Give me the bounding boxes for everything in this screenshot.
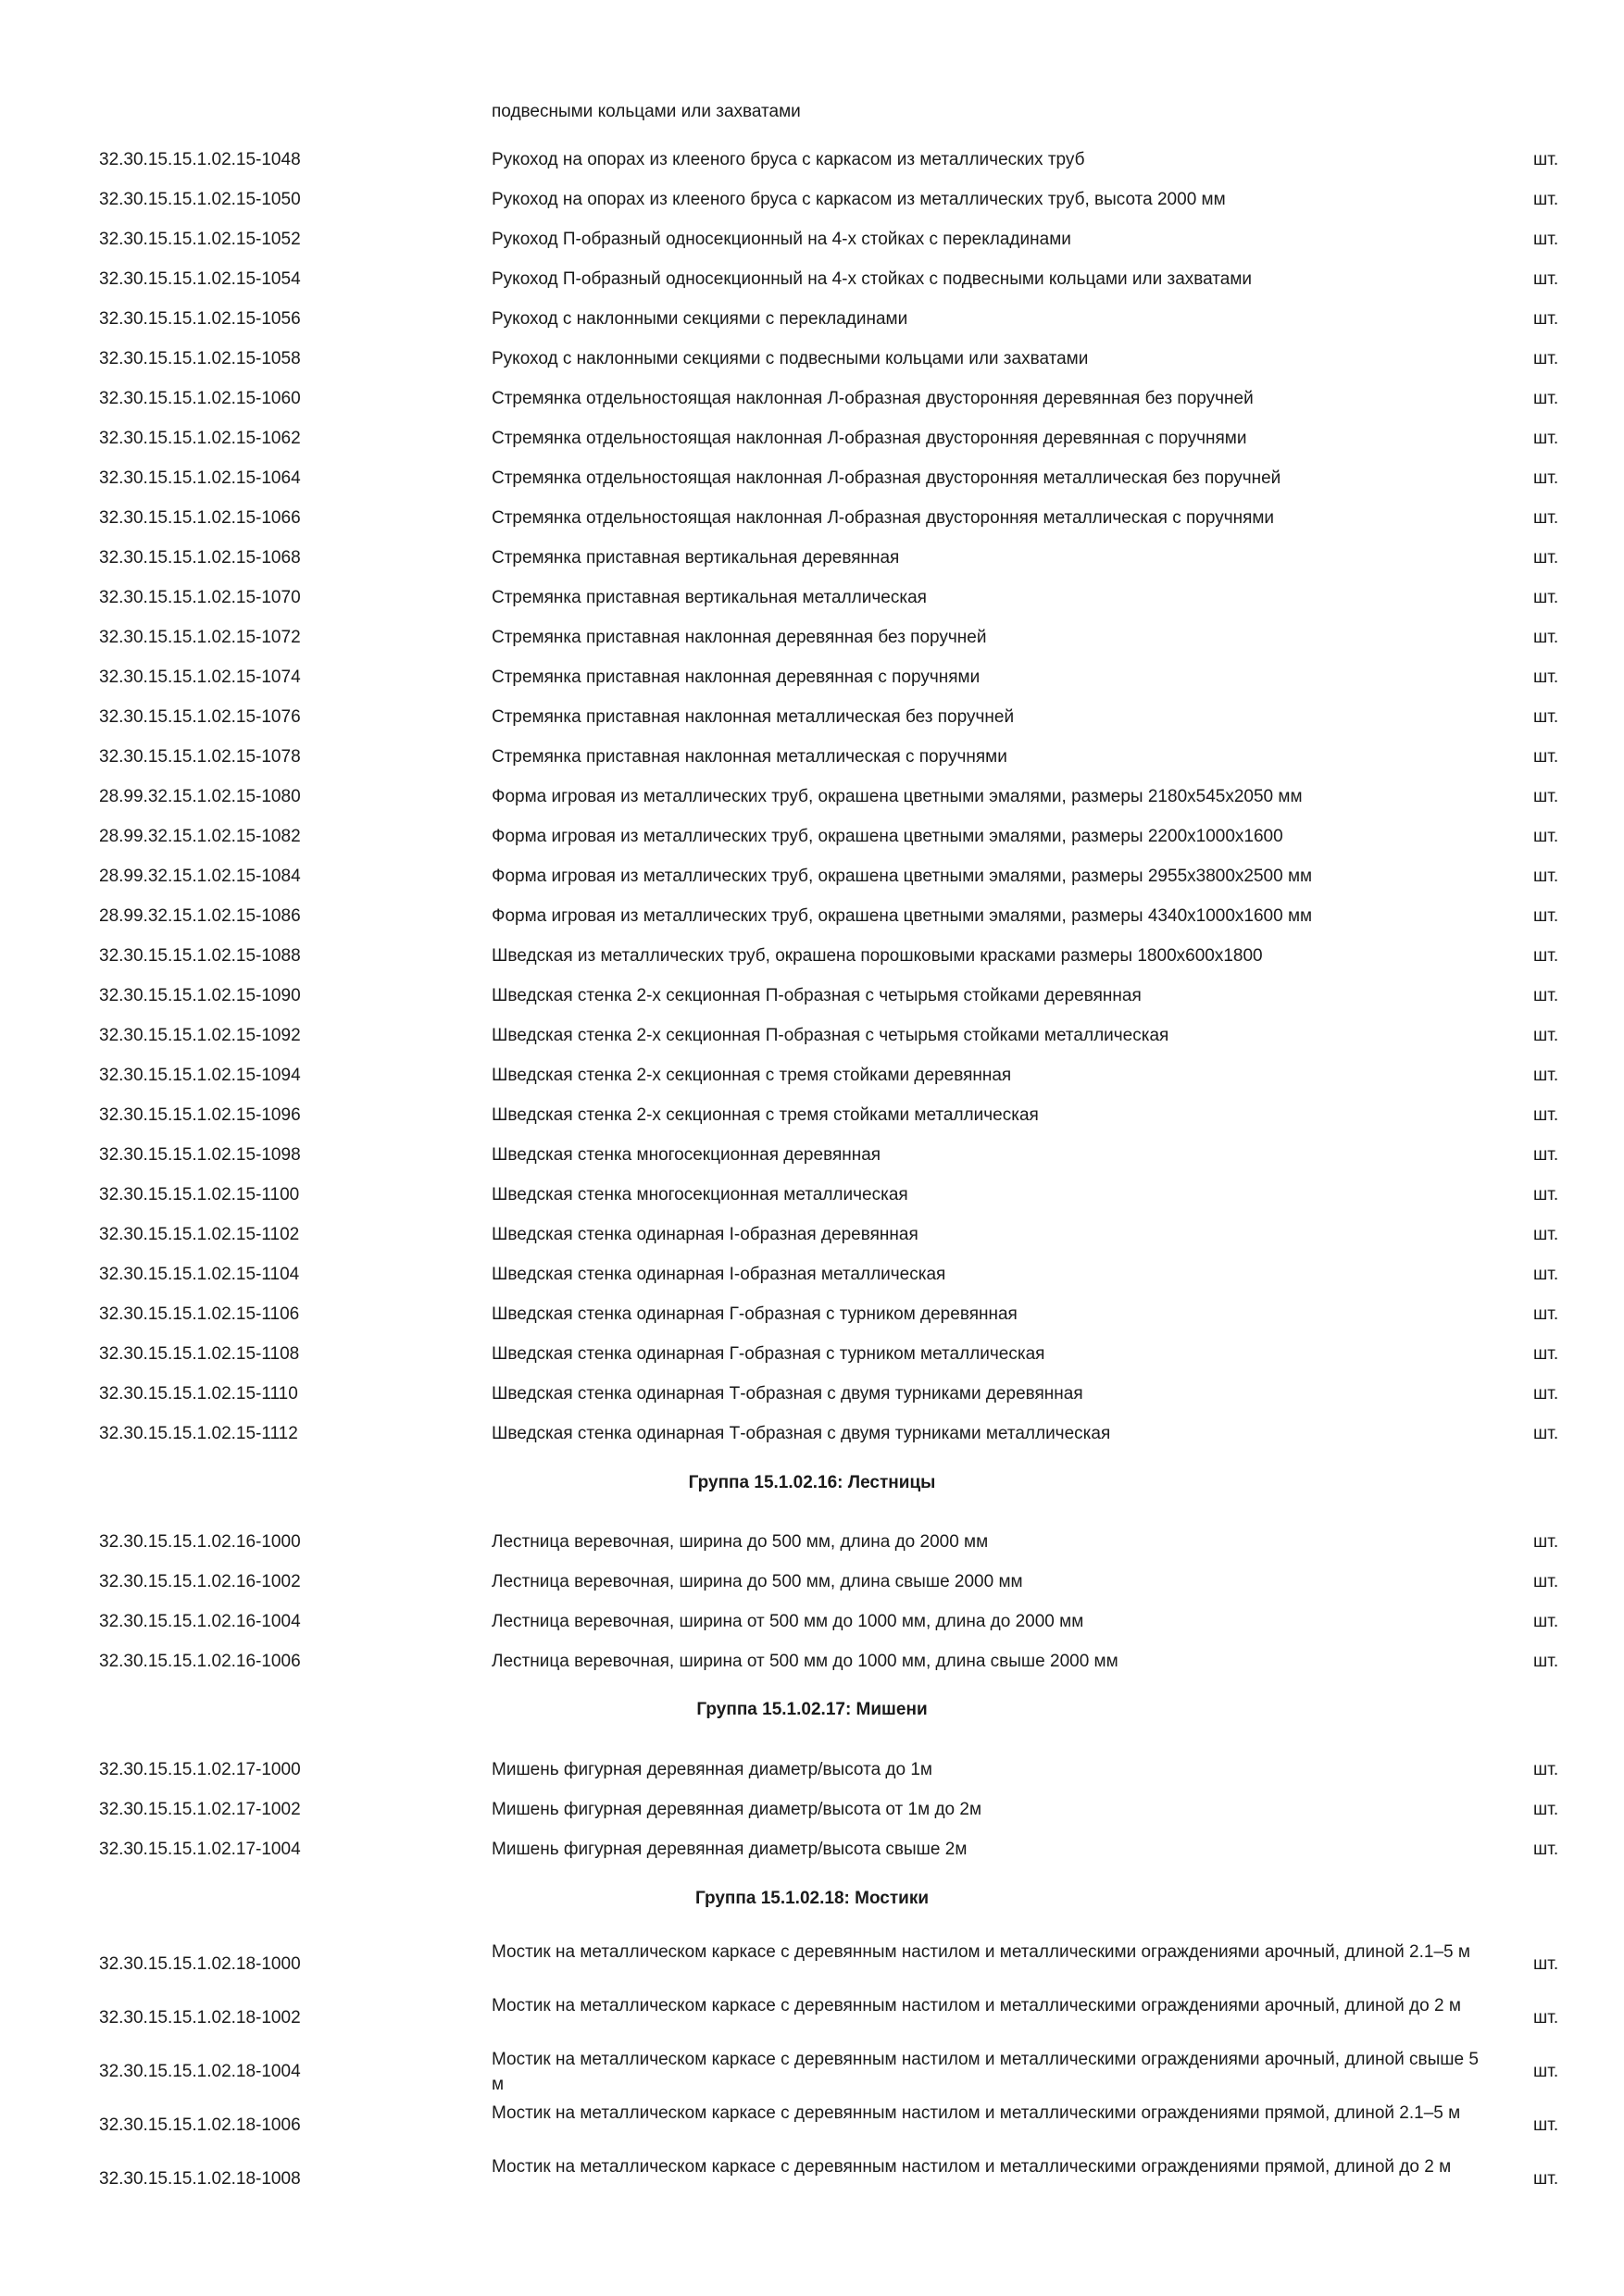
row-name: Стремянка отдельностоящая наклонная Л-образная двусторонняя металлическая с поручнями — [492, 508, 1275, 528]
row-name: Шведская стенка многосекционная деревянная — [492, 1145, 881, 1165]
table-row — [0, 1751, 1624, 1791]
table-row — [0, 340, 1624, 380]
row-unit: шт. — [1533, 946, 1559, 966]
row-code: 32.30.15.15.1.02.15-1088 — [99, 946, 301, 966]
table-row — [0, 1830, 1624, 1870]
row-name: Мишень фигурная деревянная диаметр/высота до 1м — [492, 1760, 932, 1779]
row-unit: шт. — [1533, 309, 1559, 329]
row-name: Стремянка приставная наклонная металлическая с поручнями — [492, 747, 1007, 767]
table-row — [0, 1991, 1624, 2045]
row-name: Мостик на металлическом каркасе с деревянным настилом и металлическими ограждениями прямой, длиной 2.1–5 м — [492, 2103, 1461, 2123]
row-name: Рукоход П-образный односекционный на 4-х стойках с подвесными кольцами или захватами — [492, 269, 1253, 289]
row-unit: шт. — [1533, 1424, 1559, 1443]
row-code: 32.30.15.15.1.02.15-1078 — [99, 747, 301, 767]
row-unit: шт. — [1533, 1066, 1559, 1085]
row-unit: шт. — [1533, 986, 1559, 1005]
row-name: Стремянка приставная вертикальная металлическая — [492, 588, 927, 607]
row-code: 32.30.15.15.1.02.15-1106 — [99, 1304, 300, 1324]
table-row — [0, 1563, 1624, 1603]
row-name: Шведская стенка одинарная I-образная металлическая — [492, 1265, 946, 1284]
row-unit: шт. — [1533, 1304, 1559, 1324]
group-heading-17: Группа 15.1.02.17: Мишени — [696, 1700, 928, 1719]
row-name: Рукоход П-образный односекционный на 4-х стойках с перекладинами — [492, 230, 1071, 249]
table-row — [0, 658, 1624, 698]
row-code: 32.30.15.15.1.02.15-1104 — [99, 1265, 300, 1284]
row-name: Шведская стенка одинарная Т-образная с двумя турниками металлическая — [492, 1424, 1111, 1443]
row-name: Стремянка приставная вертикальная деревянная — [492, 548, 900, 568]
row-unit: шт. — [1533, 867, 1559, 886]
row-code: 32.30.15.15.1.02.17-1000 — [99, 1760, 301, 1779]
row-name: Лестница веревочная, ширина от 500 мм до 1000 мм, длина до 2000 мм — [492, 1612, 1084, 1631]
row-code: 28.99.32.15.1.02.15-1080 — [99, 787, 301, 806]
table-row — [0, 1335, 1624, 1375]
row-code: 32.30.15.15.1.02.18-1000 — [99, 1954, 301, 1974]
row-unit: шт. — [1533, 269, 1559, 289]
row-unit: шт. — [1533, 1145, 1559, 1165]
row-name: Стремянка приставная наклонная металлическая без поручней — [492, 707, 1015, 727]
row-code: 32.30.15.15.1.02.15-1058 — [99, 349, 301, 368]
table-row — [0, 1375, 1624, 1415]
table-row — [0, 897, 1624, 937]
table-row — [0, 738, 1624, 778]
row-name: Лестница веревочная, ширина до 500 мм, длина свыше 2000 мм — [492, 1572, 1023, 1591]
row-code: 32.30.15.15.1.02.16-1000 — [99, 1532, 301, 1552]
row-unit: шт. — [1533, 1384, 1559, 1404]
row-code: 28.99.32.15.1.02.15-1082 — [99, 827, 301, 846]
group-heading-16: Группа 15.1.02.16: Лестницы — [688, 1473, 936, 1492]
table-row — [0, 1136, 1624, 1176]
row-code: 32.30.15.15.1.02.18-1004 — [99, 2062, 301, 2081]
table-row — [0, 1642, 1624, 1682]
row-unit: шт. — [1533, 827, 1559, 846]
row-code: 32.30.15.15.1.02.18-1006 — [99, 2115, 301, 2135]
row-code: 32.30.15.15.1.02.15-1074 — [99, 668, 301, 687]
row-unit: шт. — [1533, 1185, 1559, 1204]
row-code: 32.30.15.15.1.02.17-1002 — [99, 1800, 301, 1819]
table-row — [0, 300, 1624, 340]
row-unit: шт. — [1533, 230, 1559, 249]
row-code: 32.30.15.15.1.02.15-1066 — [99, 508, 301, 528]
row-name: Мишень фигурная деревянная диаметр/высота от 1м до 2м — [492, 1800, 982, 1819]
table-row — [0, 618, 1624, 658]
row-name: Мостик на металлическом каркасе с деревянным настилом и металлическими ограждениями арочный, длиной до 2 м — [492, 1996, 1461, 2015]
row-name: Форма игровая из металлических труб, окрашена цветными эмалями, размеры 2955х3800х2500 мм — [492, 867, 1313, 886]
row-unit: шт. — [1533, 2115, 1559, 2135]
table-row — [0, 2152, 1624, 2206]
row-name: Стремянка отдельностоящая наклонная Л-образная двусторонняя металлическая без поручней — [492, 468, 1281, 488]
row-code: 32.30.15.15.1.02.15-1060 — [99, 389, 301, 408]
row-code: 32.30.15.15.1.02.15-1070 — [99, 588, 301, 607]
row-code: 32.30.15.15.1.02.15-1048 — [99, 150, 301, 169]
table-row — [0, 1056, 1624, 1096]
row-unit: шт. — [1533, 1840, 1559, 1859]
group-heading-18: Группа 15.1.02.18: Мостики — [694, 1889, 930, 1908]
row-name: Шведская стенка 2-х секционная с тремя стойками деревянная — [492, 1066, 1012, 1085]
row-unit: шт. — [1533, 150, 1559, 169]
row-name: Шведская стенка одинарная Т-образная с двумя турниками деревянная — [492, 1384, 1083, 1404]
row-name: Стремянка приставная наклонная деревянная без поручней — [492, 628, 987, 647]
row-code: 32.30.15.15.1.02.15-1054 — [99, 269, 301, 289]
row-name: Мостик на металлическом каркасе с деревянным настилом и металлическими ограждениями арочный, длиной 2.1–5 м — [492, 1942, 1470, 1962]
row-unit: шт. — [1533, 588, 1559, 607]
row-name: Шведская стенка 2-х секционная с тремя стойками металлическая — [492, 1105, 1039, 1125]
row-unit: шт. — [1533, 2169, 1559, 2189]
row-code: 32.30.15.15.1.02.16-1006 — [99, 1652, 301, 1671]
row-unit: шт. — [1533, 2008, 1559, 2028]
row-code: 32.30.15.15.1.02.15-1092 — [99, 1026, 301, 1045]
row-code: 28.99.32.15.1.02.15-1084 — [99, 867, 301, 886]
row-code: 32.30.15.15.1.02.15-1052 — [99, 230, 301, 249]
row-unit: шт. — [1533, 429, 1559, 448]
row-code: 32.30.15.15.1.02.15-1098 — [99, 1145, 301, 1165]
table-row — [0, 1415, 1624, 1454]
row-unit: шт. — [1533, 508, 1559, 528]
table-row — [0, 260, 1624, 300]
row-unit: шт. — [1533, 548, 1559, 568]
table-row — [0, 1938, 1624, 1991]
table-row — [0, 1176, 1624, 1216]
row-name: Шведская стенка 2-х секционная П-образная с четырьмя стойками металлическая — [492, 1026, 1169, 1045]
table-row — [0, 1096, 1624, 1136]
row-name: Мостик на металлическом каркасе с деревянным настилом и металлическими ограждениями арочный, длиной свыше 5 м — [492, 2050, 1479, 2094]
row-code: 32.30.15.15.1.02.15-1112 — [99, 1424, 298, 1443]
row-code: 32.30.15.15.1.02.15-1102 — [99, 1225, 300, 1244]
row-unit: шт. — [1533, 628, 1559, 647]
table-row — [0, 1216, 1624, 1255]
table-row — [0, 2045, 1624, 2099]
row-unit: шт. — [1533, 1612, 1559, 1631]
row-code: 32.30.15.15.1.02.15-1110 — [99, 1384, 298, 1404]
row-name: Мостик на металлическом каркасе с деревянным настилом и металлическими ограждениями прямой, длиной до 2 м — [492, 2157, 1452, 2177]
row-unit: шт. — [1533, 1652, 1559, 1671]
row-name: Рукоход с наклонными секциями с подвесными кольцами или захватами — [492, 349, 1089, 368]
row-unit: шт. — [1533, 1572, 1559, 1591]
table-row — [0, 220, 1624, 260]
row-code: 32.30.15.15.1.02.15-1108 — [99, 1344, 300, 1364]
row-unit: шт. — [1533, 1760, 1559, 1779]
table-row — [0, 1255, 1624, 1295]
row-unit: шт. — [1533, 747, 1559, 767]
row-name: Форма игровая из металлических труб, окрашена цветными эмалями, размеры 2180х545х2050 мм — [492, 787, 1303, 806]
row-name: Шведская из металлических труб, окрашена порошковыми красками размеры 1800х600х1800 — [492, 946, 1263, 966]
row-code: 32.30.15.15.1.02.15-1072 — [99, 628, 301, 647]
row-code: 32.30.15.15.1.02.15-1094 — [99, 1066, 301, 1085]
row-unit: шт. — [1533, 349, 1559, 368]
row-code: 32.30.15.15.1.02.15-1050 — [99, 190, 301, 209]
row-code: 32.30.15.15.1.02.15-1100 — [99, 1185, 300, 1204]
table-row — [0, 1603, 1624, 1642]
row-code: 32.30.15.15.1.02.15-1062 — [99, 429, 301, 448]
row-code: 32.30.15.15.1.02.16-1004 — [99, 1612, 301, 1631]
row-name: Стремянка отдельностоящая наклонная Л-образная двусторонняя деревянная без поручней — [492, 389, 1254, 408]
table-row — [0, 698, 1624, 738]
table-row — [0, 579, 1624, 618]
table-row — [0, 977, 1624, 1017]
table-row — [0, 181, 1624, 220]
row-unit: шт. — [1533, 707, 1559, 727]
table-row — [0, 459, 1624, 499]
table-row — [0, 380, 1624, 419]
row-unit: шт. — [1533, 1225, 1559, 1244]
row-unit: шт. — [1533, 1344, 1559, 1364]
table-row — [0, 419, 1624, 459]
row-unit: шт. — [1533, 1532, 1559, 1552]
row-unit: шт. — [1533, 1954, 1559, 1974]
row-name: Стремянка отдельностоящая наклонная Л-образная двусторонняя деревянная с поручнями — [492, 429, 1247, 448]
table-row — [0, 937, 1624, 977]
row-code: 32.30.15.15.1.02.15-1090 — [99, 986, 301, 1005]
row-unit: шт. — [1533, 787, 1559, 806]
table-row — [0, 539, 1624, 579]
table-row — [0, 857, 1624, 897]
row-name: Лестница веревочная, ширина до 500 мм, длина до 2000 мм — [492, 1532, 989, 1552]
row-unit: шт. — [1533, 190, 1559, 209]
row-name: Стремянка приставная наклонная деревянная с поручнями — [492, 668, 981, 687]
row-code: 32.30.15.15.1.02.18-1002 — [99, 2008, 301, 2028]
row-name: Лестница веревочная, ширина от 500 мм до 1000 мм, длина свыше 2000 мм — [492, 1652, 1118, 1671]
row-unit: шт. — [1533, 2062, 1559, 2081]
row-name: Шведская стенка одинарная I-образная деревянная — [492, 1225, 918, 1244]
row-code: 32.30.15.15.1.02.17-1004 — [99, 1840, 301, 1859]
row-unit: шт. — [1533, 468, 1559, 488]
table-row — [0, 1295, 1624, 1335]
table-row — [0, 2099, 1624, 2152]
row-name: Рукоход на опорах из клееного бруса с каркасом из металлических труб, высота 2000 мм — [492, 190, 1226, 209]
table-row — [0, 1791, 1624, 1830]
table-row — [0, 1017, 1624, 1056]
table-row — [0, 817, 1624, 857]
row-code: 32.30.15.15.1.02.15-1096 — [99, 1105, 301, 1125]
continuation-text: подвесными кольцами или захватами — [492, 102, 801, 121]
row-code: 32.30.15.15.1.02.15-1068 — [99, 548, 301, 568]
table-row — [0, 141, 1624, 181]
row-code: 32.30.15.15.1.02.16-1002 — [99, 1572, 301, 1591]
row-name: Шведская стенка многосекционная металлическая — [492, 1185, 908, 1204]
row-unit: шт. — [1533, 906, 1559, 926]
row-name: Шведская стенка 2-х секционная П-образная с четырьмя стойками деревянная — [492, 986, 1142, 1005]
row-code: 28.99.32.15.1.02.15-1086 — [99, 906, 301, 926]
row-code: 32.30.15.15.1.02.15-1056 — [99, 309, 301, 329]
row-unit: шт. — [1533, 668, 1559, 687]
row-unit: шт. — [1533, 389, 1559, 408]
row-code: 32.30.15.15.1.02.15-1064 — [99, 468, 301, 488]
row-unit: шт. — [1533, 1105, 1559, 1125]
row-unit: шт. — [1533, 1800, 1559, 1819]
row-name: Шведская стенка одинарная Г-образная с турником металлическая — [492, 1344, 1045, 1364]
table-row — [0, 778, 1624, 817]
row-name: Форма игровая из металлических труб, окрашена цветными эмалями, размеры 4340х1000х1600 мм — [492, 906, 1313, 926]
table-row — [0, 1523, 1624, 1563]
row-unit: шт. — [1533, 1265, 1559, 1284]
row-name: Мишень фигурная деревянная диаметр/высота свыше 2м — [492, 1840, 968, 1859]
row-code: 32.30.15.15.1.02.18-1008 — [99, 2169, 301, 2189]
row-name: Рукоход с наклонными секциями с перекладинами — [492, 309, 908, 329]
row-name: Шведская стенка одинарная Г-образная с турником деревянная — [492, 1304, 1018, 1324]
row-unit: шт. — [1533, 1026, 1559, 1045]
table-row — [0, 499, 1624, 539]
row-name: Рукоход на опорах из клееного бруса с каркасом из металлических труб — [492, 150, 1085, 169]
row-name: Форма игровая из металлических труб, окрашена цветными эмалями, размеры 2200х1000х1600 — [492, 827, 1283, 846]
row-code: 32.30.15.15.1.02.15-1076 — [99, 707, 301, 727]
